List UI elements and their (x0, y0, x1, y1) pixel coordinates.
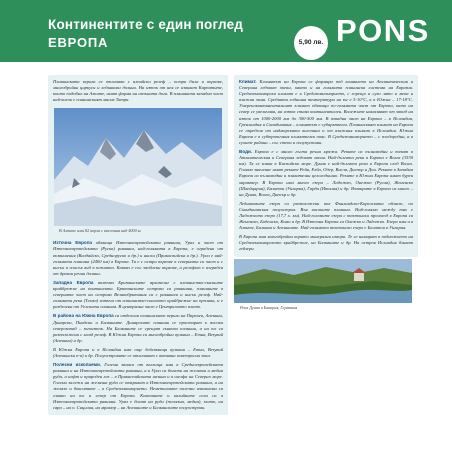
page-subtitle: ЕВРОПА (48, 35, 109, 50)
minerals-body: Големи запаси от въглища има в Средноевропейската равнина и на Източноевропейската равнина, а в Урал са богати на желязна и медна руда, а нефт и природен газ – в Прикаспийската низина и в шелфа на Северно море. Големи залежи на желязна руда се откриват в Източноевропейската равнина, а на желязо и бокситите – в Средиземноморието. Неметалните полезни изкопаеми са главно на юг и север от Европа. Каменните и калийните соли са в Източноевропейската равнина. Урал е богат на руди (желязна, медна), злато, на сяра – на о. Сицилия, на мрамор – на Апенините и Балканските полуострови. (53, 362, 224, 410)
east-europe-text (53, 240, 223, 277)
climate-box (234, 75, 418, 257)
alps-photo (54, 108, 222, 226)
iceland-text: В Южна Европа и в Исландия има още действащи вулкани – Етна, Везувий (Апенински п-в) и др. Полуостровите се отличават с активна земетръсна зона. (53, 346, 223, 358)
east-europe-body: обхваща Източноевропейската равнина, Урал и част от Източноевропейската (Руска) равнина, най-голямата в Европа, е оградена от възвишения (Валдайско, Средноруско и др.) и ниски (Прикаспийска и др.). Урал е най-голямата планина (2400 км) в Европа. Тя е с остри върхове в северната си част и с нисък и плосък вид в южната. Кавказ е със заоблени върхове, а релефът е изграден от древни речни долини. (53, 240, 223, 276)
alps-caption: В Алпите има 82 върха с височина над 4000 м. (59, 228, 142, 234)
waters-body: Европа е с много гъста речна мрежа. Реките са пълноводни и текат в Атлантическия и Северния ледовит океан. Най-дългата река в Европа е Волга (3530 км). Тя се влива в Каспийско море. Дунав е най-дългата река в Европа след Волга. Голямо значение имат реките Рейн, Елба, Одер, Висла, Днепър и Дон. Реките в Западна Европа са пълноводни и плавателни целогодишно. Реките в Южна Европа имат бурен характер. В Европа има много езера – Ладожко, Онежко (Русия), Женевско (Швейцария), Балатон (Унгария), Гарда (Италия) и др. Язовирите в Европа са много – на Дунав, Волга, Днепър и др. (239, 149, 413, 197)
south-europe-text (53, 313, 223, 343)
danube-photo (234, 259, 412, 303)
right-column (234, 75, 418, 310)
west-europe-body: включва Британските архипелаг с алпинистко-скалните крайбрежие на континента. Британските острови са равнинни, планините в северната част на острова Великобритания са с равнинен и нисък релеф. Най-голямата река (Темза) изтича от алпинистко-скалното крайбрежие на пролива, и е разделена от Уелската планина. В централна част е Централното плато. (53, 279, 223, 310)
minerals-heading: Полезни изкопаеми. (53, 362, 102, 368)
west-europe-heading: Западна Европа (53, 279, 94, 285)
minerals-text (53, 362, 223, 411)
climate-heading: Климат. (239, 79, 257, 84)
waters-heading: Води. (239, 149, 253, 155)
intro-text: Планинската верига се отличава с алпийски релеф – остри била и върхове, многобройни циркуси и ледникови долини. На изток от нея се извиват Карпатите, които подобно на Алпите, имат форма на изпъната дъга. В планината западно част най-висок е планинският масив Татри. (53, 79, 223, 103)
content-page (48, 75, 418, 452)
mineral-springs-text: В Европа има многобройни корито минерални извори. Те се намират в подножието на Средиземноморското крайбрежие, на Балканите и др. На остров Исландия бликат гейзери. (239, 234, 413, 252)
danube-caption: Река Дунав в Бавария, Германия (240, 304, 298, 310)
lakes-text: Ледниковите езера са разположени във Финландско-Карелската област, по Скандинавския полуостров. Във високите планини. Най-голямо между тях е Ладожкото езеро (17,7 х. км). Най-големите езера с тектонски произход в Европа са Женевско, Боденско, Комо и др. В Източна Европа са Онежко и Ладожко. Езера има и в Алпите, Балкана и Апенините. Най-голямото тектонско езеро е Балатон в Унгария. (239, 200, 413, 231)
pons-logo: PONS (336, 13, 430, 48)
climate-text (239, 79, 413, 146)
waters-text (239, 149, 413, 198)
west-europe-text (53, 280, 223, 310)
left-column (48, 75, 228, 415)
south-europe-body: са отделени планинските вериги на Пиренеи, Апенини, Динарски, Пиндски и Балканите. Динарските планини се простират в посока северозапад – югоизток. На Балканите се срещат гънкови планини, а на юг са разположени с млад релеф. В Южна Европа са многобройни вулкани – Етна, Везувий (Апенини) и др. (53, 313, 223, 343)
header-banner (0, 0, 452, 62)
climate-body: Климатът на Европа се формира под влиянието на Атлантическия и Северния ледовит океан, както и на голямата планинска система на Евразия. Средиземноморски климат е в Средиземноморието, с горещо и сухо лято и мека и влажна зима. Средната годишна температура на юг е 5-10°С, а в Южна – 17-18°С. Умереноконтиненталният климат обхваща по-голямата част от Европа, като на север се увеличава, на изток става континентален. Валежите намаляват от запад на изток от 1000-2000 мм до 300-500 мм. В западна част на Европа – в Исландия, Гренландия и Скандинавия – климатът е субарктичен. Планинският климат на Европа се определя от надморската височина и от влажния климат в Исландия. Южна Европа е в субтропичния климатичен пояс. В Средиземноморието – с плодородни, а в сухите райони – със степи и полупустини. (239, 79, 413, 145)
east-europe-heading: Източна Европа (53, 240, 93, 246)
price-badge: 5,90 лв. (294, 26, 328, 60)
page-title: Континентите с един поглед (48, 17, 244, 32)
south-europe-heading: В района на Южна Европа (53, 313, 114, 319)
alps-box (48, 75, 228, 415)
